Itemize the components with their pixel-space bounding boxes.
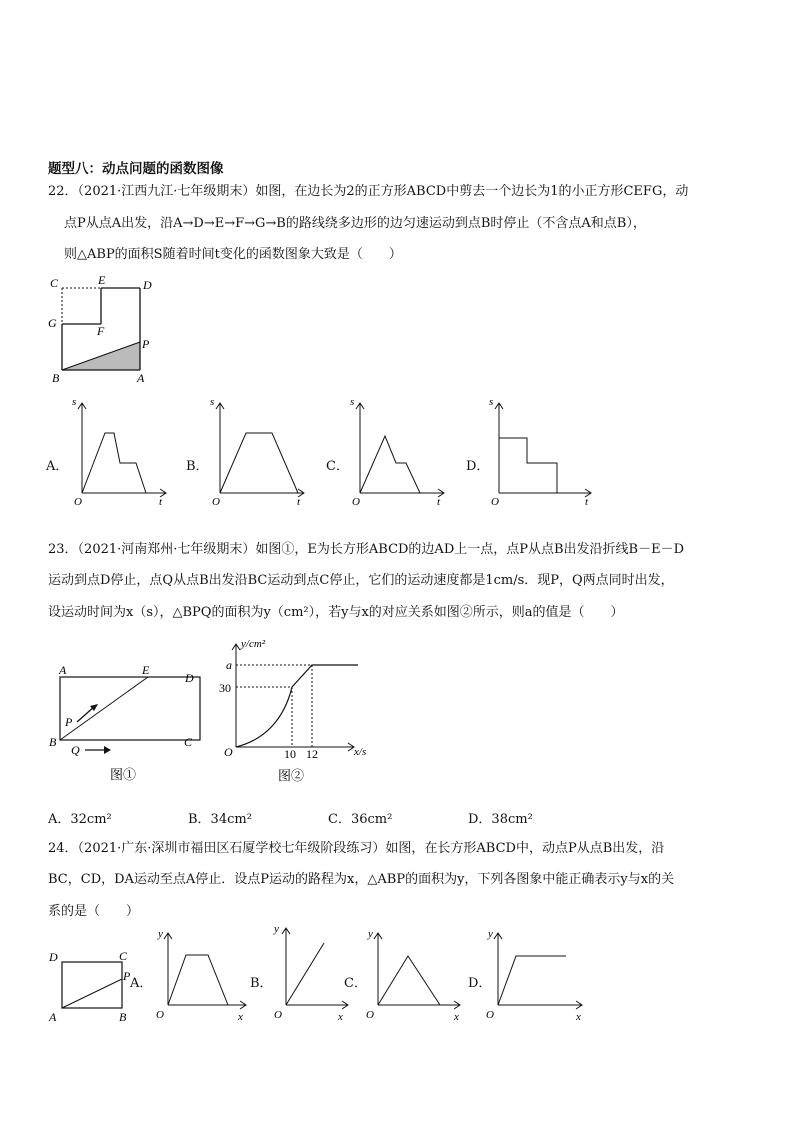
q24-line2: BC，CD，DA运动至点A停止．设点P运动的路程为x，△ABP的面积为y，下列各图象中能正确表示y与x的关 [48, 872, 675, 887]
svg-text:O: O [224, 745, 233, 759]
q24-option-d[interactable]: D． [468, 976, 492, 991]
svg-text:O: O [274, 1009, 282, 1021]
svg-text:B: B [49, 735, 57, 749]
svg-text:y: y [488, 928, 493, 940]
svg-text:a: a [226, 658, 232, 672]
svg-text:O: O [486, 1009, 494, 1021]
q24-graph-a [150, 925, 255, 1025]
svg-text:P: P [65, 715, 73, 729]
q24-option-b[interactable]: B． [250, 976, 273, 991]
label-d: D [143, 278, 152, 292]
svg-text:10: 10 [284, 747, 296, 761]
fig2-caption: 图② [278, 768, 305, 783]
q24-graph-b [266, 918, 356, 1026]
q22-option-a[interactable]: A． [46, 459, 69, 474]
label-f: F [97, 324, 105, 338]
q22-graph-d [479, 393, 599, 508]
svg-text:y: y [158, 928, 163, 940]
svg-text:A: A [49, 1010, 57, 1024]
svg-text:s: s [72, 396, 77, 408]
q24-option-c[interactable]: C． [344, 976, 367, 991]
svg-text:D: D [185, 671, 194, 685]
label-g: G [48, 316, 57, 330]
q22-line3: 则△ABP的面积S随着时间t变化的函数图象大致是（ ） [64, 247, 402, 262]
svg-text:E: E [142, 663, 150, 677]
q23-line3: 设运动时间为x（s），△BPQ的面积为y（cm²），若y与x的对应关系如图②所示，则a的值是（ ） [48, 605, 624, 620]
q24-option-a[interactable]: A． [130, 976, 153, 991]
q23-choice-a[interactable]: A．32cm² [48, 812, 112, 827]
label-e: E [98, 273, 106, 287]
q23-choice-d[interactable]: D．38cm² [468, 812, 533, 827]
svg-text:x: x [238, 1011, 243, 1023]
q24-graph-d [478, 925, 588, 1025]
q22-option-d[interactable]: D． [466, 459, 490, 474]
svg-text:t: t [297, 496, 301, 508]
svg-text:s: s [210, 396, 215, 408]
svg-text:t: t [437, 496, 441, 508]
q24-figure [44, 945, 144, 1025]
q24-line3: 系的是（ ） [48, 904, 140, 919]
svg-text:Q: Q [71, 743, 80, 757]
q24-graph-c [358, 925, 468, 1025]
q22-graph-b [200, 393, 310, 508]
q23-choice-b[interactable]: B．34cm² [188, 812, 252, 827]
svg-text:30: 30 [219, 681, 231, 695]
label-p: P [142, 337, 150, 351]
svg-text:C: C [119, 949, 128, 963]
svg-text:O: O [491, 496, 499, 508]
svg-text:t: t [159, 496, 163, 508]
q22-option-b[interactable]: B． [186, 459, 209, 474]
svg-text:O: O [352, 496, 360, 508]
svg-text:O: O [212, 496, 220, 508]
q22-graph-a [62, 393, 172, 508]
svg-text:s: s [489, 396, 494, 408]
svg-text:O: O [156, 1009, 164, 1021]
svg-text:D: D [49, 950, 58, 964]
svg-text:O: O [74, 496, 82, 508]
svg-text:12: 12 [306, 747, 318, 761]
svg-text:y: y [368, 928, 373, 940]
label-c: C [50, 276, 59, 290]
svg-text:s: s [350, 396, 355, 408]
svg-text:y/cm²: y/cm² [241, 638, 266, 650]
q22-line2: 点P从点A出发，沿A→D→E→F→G→B的路线绕多边形的边匀速运动到点B时停止（不含点A和点B）， [64, 216, 646, 231]
label-a: A [137, 371, 145, 385]
svg-text:B: B [119, 1010, 127, 1024]
q22-figure [40, 272, 170, 387]
svg-text:t: t [585, 496, 589, 508]
svg-text:C: C [184, 735, 193, 749]
svg-text:P: P [123, 969, 131, 983]
svg-text:O: O [366, 1009, 374, 1021]
section-title: 题型八：动点问题的函数图像 [48, 161, 224, 177]
q23-figure1 [45, 660, 215, 790]
svg-text:x: x [338, 1011, 343, 1023]
svg-text:y: y [274, 923, 279, 935]
svg-text:x: x [576, 1011, 581, 1023]
q23-figure2 [216, 632, 381, 787]
svg-text:x: x [454, 1011, 459, 1023]
svg-text:A: A [59, 663, 67, 677]
svg-text:x/s: x/s [354, 746, 367, 758]
label-b: B [52, 371, 60, 385]
q22-option-c[interactable]: C． [326, 459, 349, 474]
q23-choice-c[interactable]: C．36cm² [328, 812, 393, 827]
q24-line1: 24．（2021·广东·深圳市福田区石厦学校七年级阶段练习）如图，在长方形ABCD中，动点P从点B出发，沿 [48, 841, 665, 856]
fig1-caption: 图① [110, 767, 137, 782]
q23-line1: 23．（2021·河南郑州·七年级期末）如图①，E为长方形ABCD的边AD上一点，点P从点B出发沿折线B－E－D [48, 542, 685, 557]
q22-line1: 22．（2021·江西九江·七年级期末）如图，在边长为2的正方形ABCD中剪去一个边长为1的小正方形CEFG，动 [48, 184, 689, 199]
q23-line2: 运动到点D停止，点Q从点B出发沿BC运动到点C停止，它们的运动速度都是1cm/s．现P，Q两点同时出发， [48, 573, 674, 588]
q22-graph-c [340, 393, 450, 508]
